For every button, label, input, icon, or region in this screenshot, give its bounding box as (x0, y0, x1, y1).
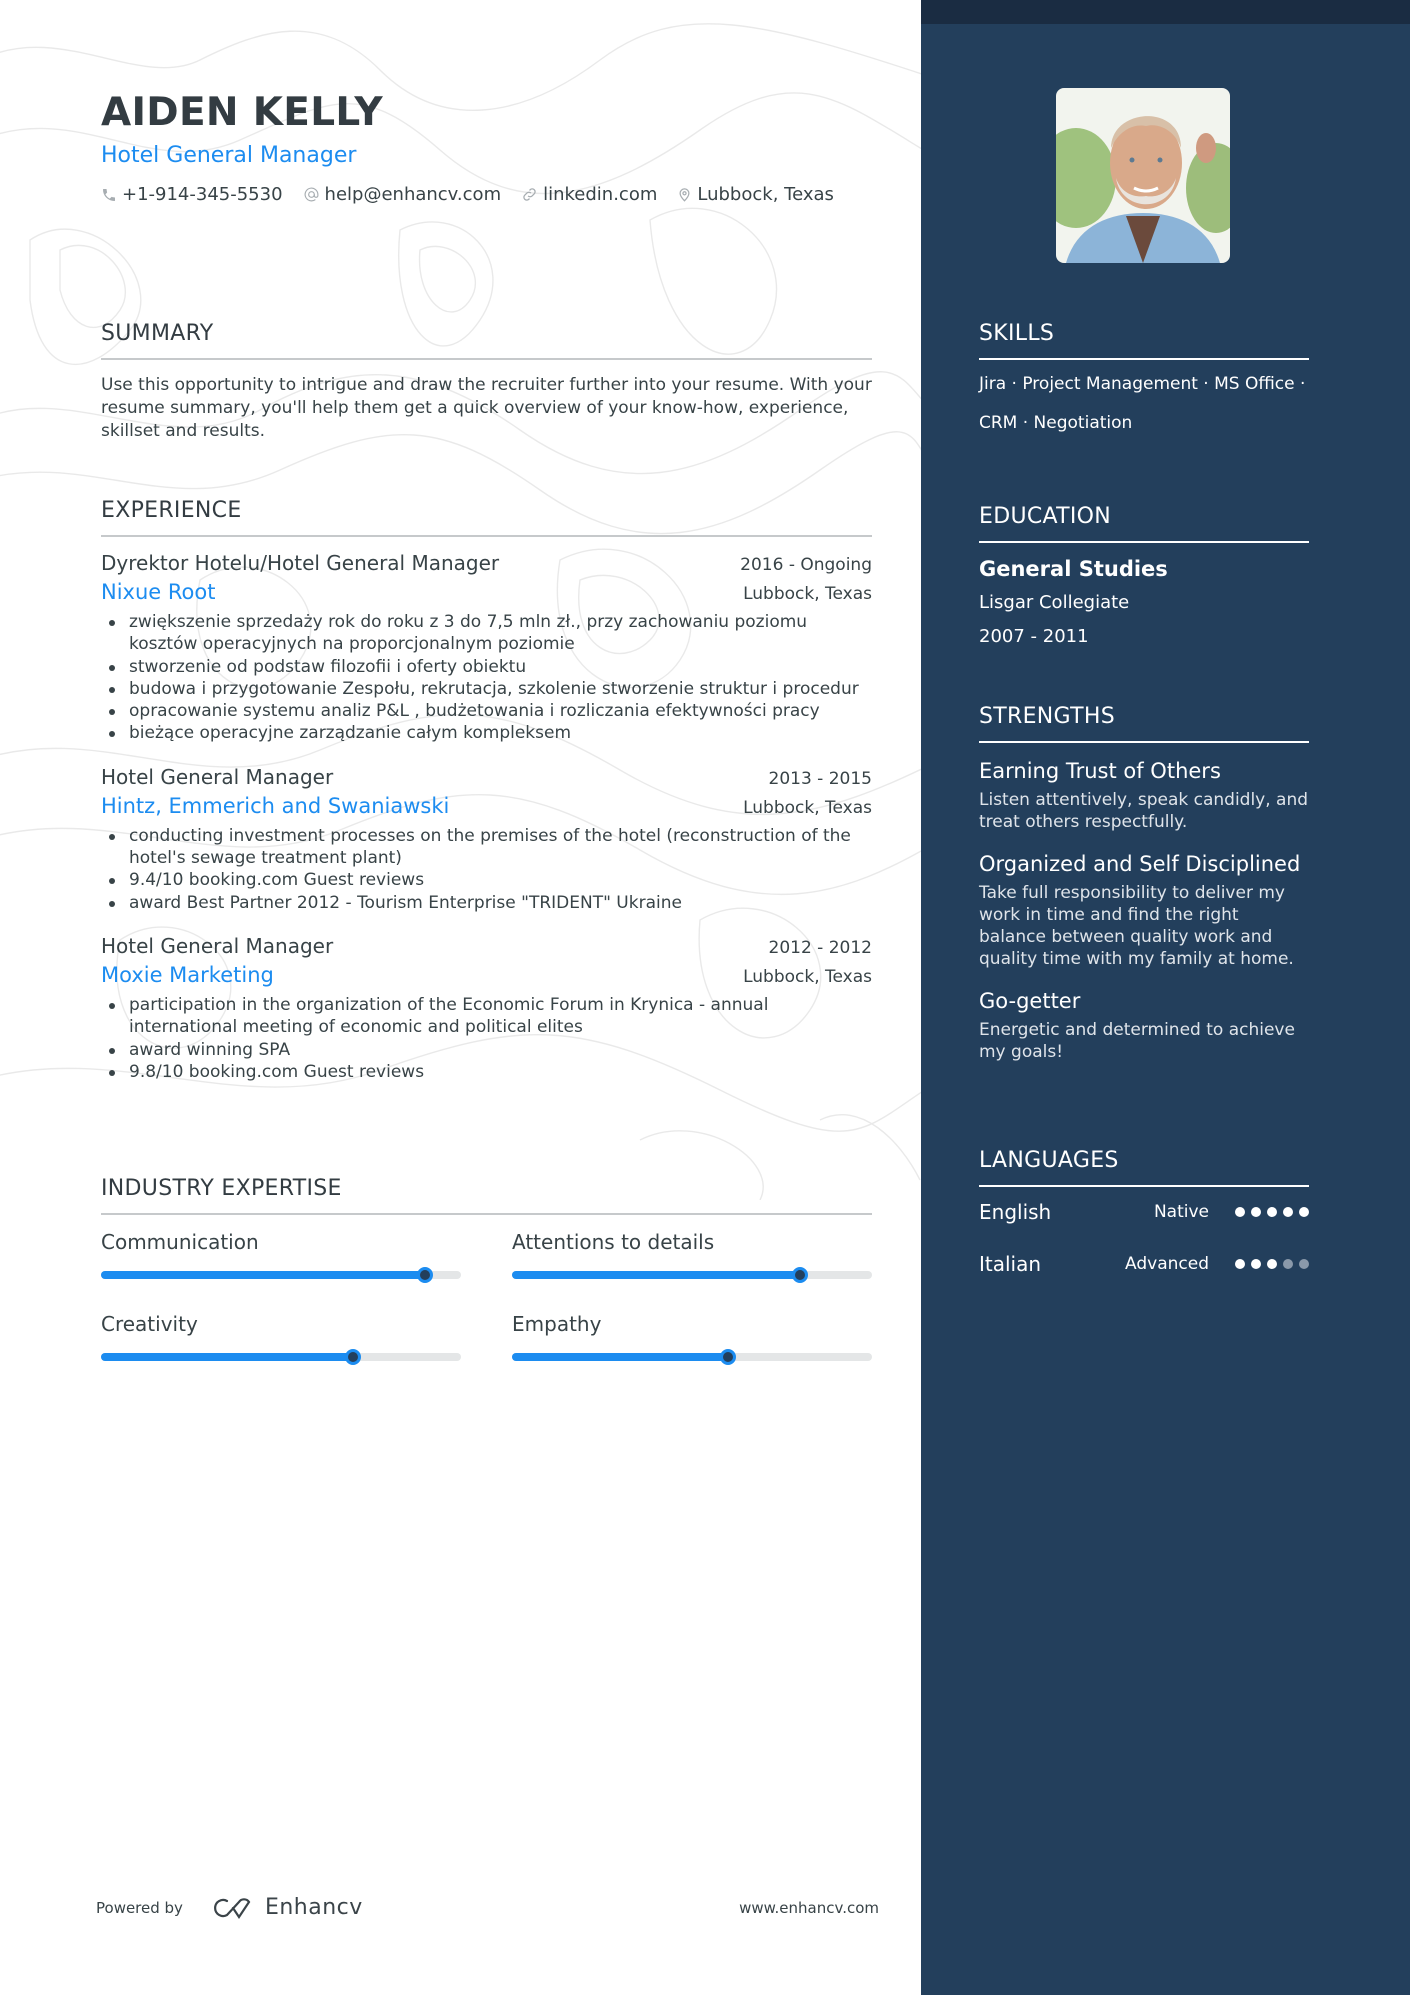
expertise-level-bar (512, 1271, 872, 1279)
education-school: Lisgar Collegiate (979, 592, 1130, 613)
bullet-item: award Best Partner 2012 - Tourism Enterprise "TRIDENT" Ukraine (101, 892, 872, 914)
job-dates: 2013 - 2015 (768, 768, 872, 789)
job-dates: 2012 - 2012 (768, 937, 872, 958)
strength-item (979, 850, 1309, 971)
skills-list (979, 365, 1309, 443)
strength-item (979, 757, 1309, 834)
job-entry (101, 932, 872, 1083)
languages-heading: LANGUAGES (979, 1147, 1309, 1187)
candidate-name: AIDEN KELLY (101, 90, 383, 135)
strength-description: Energetic and determined to achieve my goals! (979, 1019, 1295, 1063)
education-heading: EDUCATION (979, 503, 1309, 543)
job-entry (101, 549, 872, 745)
expertise-name: Communication (101, 1230, 259, 1254)
bullet-item: zwiększenie sprzedaży rok do roku z 3 do 7,5 mln zł., przy zachowaniu poziomu kosztów operacyjnych na proporcjonalnym poziomie (101, 611, 872, 656)
job-location: Lubbock, Texas (743, 584, 872, 604)
language-proficiency-dots (1229, 1207, 1309, 1217)
job-title: Dyrektor Hotelu/Hotel General Manager (101, 551, 500, 575)
footer-url[interactable]: www.enhancv.com (739, 1898, 879, 1917)
bullet-item: award winning SPA (101, 1039, 872, 1061)
contact-info (101, 184, 881, 205)
contact-location (677, 184, 834, 205)
level-knob (345, 1349, 361, 1365)
experience-heading: EXPERIENCE (101, 497, 872, 537)
language-name: English (979, 1200, 1052, 1224)
job-bullets (101, 611, 872, 745)
bullet-item: budowa i przygotowanie Zespołu, rekrutacja, szkolenie stworzenie struktur i procedur (101, 678, 872, 700)
company-name: Moxie Marketing (101, 962, 274, 987)
skills-heading: SKILLS (979, 320, 1309, 360)
resume-header (101, 88, 881, 205)
skills-section (979, 320, 1309, 443)
expertise-name: Attentions to details (512, 1230, 715, 1254)
job-title: Hotel General Manager (101, 933, 334, 958)
enhancv-logo-icon (209, 1896, 257, 1920)
strength-description: Take full responsibility to deliver my work in time and find the right balance between quality work and quality time with my family at home. (979, 882, 1294, 970)
location-pin-icon (677, 186, 692, 203)
expertise-item (512, 1229, 872, 1279)
languages-section (979, 1147, 1309, 1283)
skills-line: CRM · Negotiation (979, 413, 1133, 433)
portrait-image (1056, 88, 1230, 263)
language-name: Italian (979, 1252, 1042, 1276)
expertise-name: Creativity (101, 1312, 198, 1336)
language-item (979, 1193, 1309, 1231)
bullet-item: 9.8/10 booking.com Guest reviews (101, 1061, 872, 1083)
education-dates: 2007 - 2011 (979, 626, 1089, 647)
expertise-heading: INDUSTRY EXPERTISE (101, 1175, 872, 1215)
strength-item (979, 987, 1309, 1064)
bullet-item: participation in the organization of the Economic Forum in Krynica - annual international meeting of economic and political elites (101, 994, 872, 1039)
job-location: Lubbock, Texas (743, 797, 872, 818)
strengths-heading: STRENGTHS (979, 703, 1309, 743)
language-level: Native (1153, 1202, 1209, 1222)
footer (96, 1895, 879, 1920)
education-degree: General Studies (979, 557, 1168, 581)
bullet-item: stworzenie od podstaw filozofii i oferty obiektu (101, 656, 872, 678)
contact-email[interactable] (303, 184, 502, 205)
bullet-item: 9.4/10 booking.com Guest reviews (101, 869, 872, 891)
job-entry (101, 763, 872, 914)
expertise-level-bar (101, 1353, 461, 1361)
summary-section (101, 320, 872, 443)
industry-expertise-section (101, 1175, 872, 1361)
sidebar-top-band (921, 0, 1410, 24)
phone-text: +1-914-345-5530 (122, 184, 283, 205)
company-name: Nixue Root (101, 580, 216, 604)
strength-title: Earning Trust of Others (979, 759, 1221, 783)
bullet-item: bieżące operacyjne zarządzanie całym kompleksem (101, 722, 872, 744)
expertise-name: Empathy (512, 1312, 602, 1336)
contact-phone[interactable] (101, 184, 283, 205)
contact-linkedin[interactable] (521, 184, 657, 205)
candidate-title: Hotel General Manager (101, 143, 357, 168)
language-item (979, 1245, 1309, 1283)
bullet-item: conducting investment processes on the premises of the hotel (reconstruction of the hotel's sewage treatment plant) (101, 825, 872, 870)
education-section (979, 503, 1309, 649)
strength-description: Listen attentively, speak candidly, and treat others respectfully. (979, 790, 1309, 833)
linkedin-text: linkedin.com (543, 184, 658, 205)
powered-by-label: Powered by (96, 1898, 183, 1917)
expertise-item (101, 1311, 461, 1361)
level-knob (417, 1267, 433, 1283)
level-knob (720, 1349, 736, 1365)
sidebar (921, 0, 1410, 1995)
enhancv-logo[interactable] (209, 1895, 363, 1920)
strength-title: Organized and Self Disciplined (979, 851, 1301, 876)
phone-icon (101, 187, 117, 203)
company-name: Hintz, Emmerich and Swaniawski (101, 793, 450, 818)
at-icon (303, 186, 320, 203)
expertise-item (512, 1311, 872, 1361)
location-text: Lubbock, Texas (697, 184, 834, 205)
skills-line: Jira · Project Management · MS Office · (979, 374, 1306, 394)
language-proficiency-dots (1229, 1259, 1309, 1269)
summary-heading: SUMMARY (101, 320, 872, 360)
summary-text: Use this opportunity to intrigue and draw the recruiter further into your resume. With your resume summary, you'll help them get a quick overview of your know-how, experience, skillset and results. (101, 375, 872, 441)
job-bullets (101, 994, 872, 1083)
expertise-item (101, 1229, 461, 1279)
expertise-level-bar (101, 1271, 461, 1279)
strengths-section (979, 703, 1309, 1063)
language-level: Advanced (1125, 1254, 1209, 1274)
job-title: Hotel General Manager (101, 764, 334, 789)
brand-name: Enhancv (264, 1895, 363, 1920)
job-bullets (101, 825, 872, 914)
level-knob (792, 1267, 808, 1283)
email-text: help@enhancv.com (324, 184, 502, 205)
job-location: Lubbock, Texas (743, 966, 872, 987)
job-dates: 2016 - Ongoing (740, 555, 872, 575)
bullet-item: opracowanie systemu analiz P&L , budżetowania i rozliczania efektywności pracy (101, 700, 872, 722)
profile-photo (1056, 88, 1230, 263)
expertise-level-bar (512, 1353, 872, 1361)
strength-title: Go-getter (979, 988, 1081, 1013)
link-icon (521, 186, 538, 203)
experience-section (101, 497, 872, 1083)
